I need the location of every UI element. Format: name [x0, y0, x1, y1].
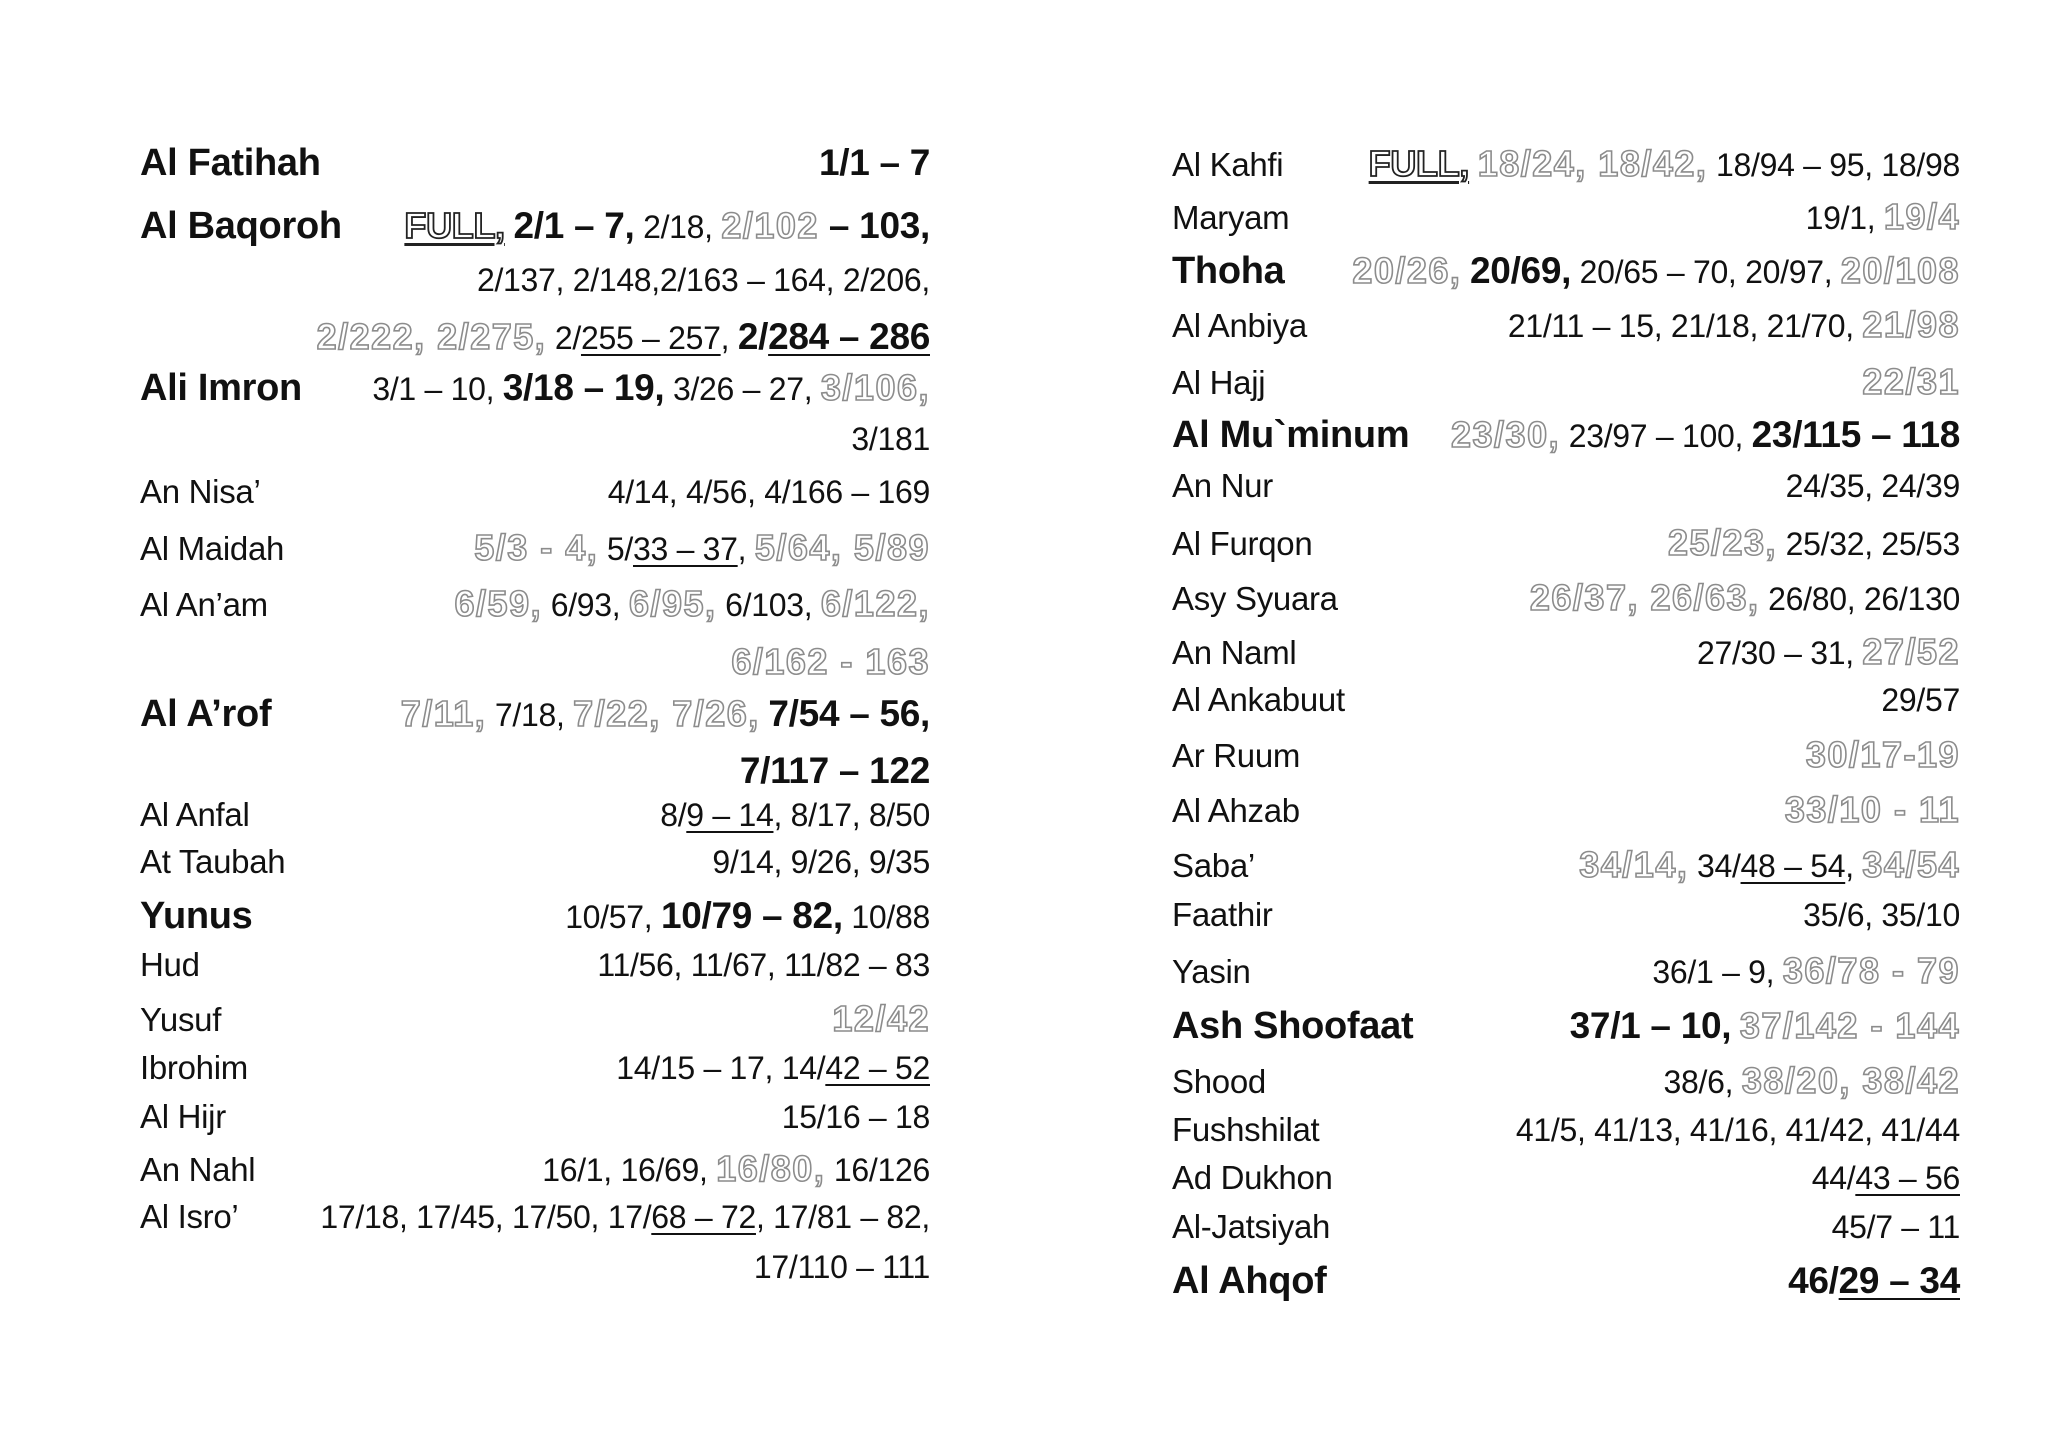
reference-continuation — [851, 421, 930, 458]
verse-references — [200, 947, 930, 984]
verse-references — [1251, 950, 1960, 992]
reference-text — [1731, 1009, 1740, 1045]
verse-references — [1296, 631, 1960, 673]
verse-references — [1307, 304, 1960, 346]
surah-row — [140, 583, 930, 625]
surah-name: Al-Jatsiyah — [1172, 1208, 1331, 1245]
surah-row — [1172, 789, 1960, 831]
surah-name: Saba’ — [1172, 847, 1255, 884]
reference-continuation — [731, 641, 930, 683]
bold-reference: – 103, — [818, 205, 930, 246]
outlined-reference: 23/30, — [1451, 414, 1561, 455]
verse-references — [321, 142, 930, 184]
verse-references — [342, 205, 930, 247]
reference-text: 7/18, — [486, 697, 574, 733]
verse-references — [248, 1050, 930, 1087]
surah-row — [1172, 734, 1960, 776]
reference-text: 20/65 – 70, 20/97, — [1571, 254, 1841, 290]
reference-text: 35/6, 35/10 — [1803, 897, 1960, 933]
outlined-reference: 5/64, 5/89 — [754, 527, 930, 568]
reference-text: 33 – 37 — [633, 531, 738, 567]
surah-name: Yunus — [140, 895, 253, 937]
reference-text: 23/97 – 100, — [1560, 418, 1752, 454]
reference-text: 14/15 – 17, 14/ — [616, 1050, 826, 1086]
surah-row — [140, 473, 930, 511]
bold-reference: 23/115 – 118 — [1751, 414, 1960, 455]
verse-references — [1330, 1209, 1960, 1246]
surah-name: Al Anfal — [140, 796, 250, 833]
surah-row — [1172, 1159, 1960, 1197]
surah-row — [1172, 1111, 1960, 1149]
surah-row — [140, 895, 930, 938]
surah-name: Al Hijr — [140, 1098, 226, 1135]
surah-name: Ad Dukhon — [1172, 1159, 1333, 1196]
bold-reference: 20/69, — [1470, 250, 1572, 291]
outlined-reference: 20/108 — [1840, 250, 1960, 291]
reference-text: 4/14, 4/56, 4/166 – 169 — [607, 474, 930, 510]
reference-text: 36/1 – 9, — [1652, 954, 1783, 990]
verse-references — [1312, 522, 1960, 564]
reference-text: , — [720, 320, 738, 356]
surah-row — [140, 527, 930, 569]
outlined-reference: 3/106, — [820, 367, 930, 408]
surah-row — [1172, 950, 1960, 992]
reference-text — [1469, 147, 1478, 183]
reference-text: 5/ — [598, 531, 633, 567]
surah-name: An Nahl — [140, 1151, 256, 1188]
outlined-reference: 36/78 - 79 — [1782, 950, 1960, 991]
reference-text: 48 – 54 — [1740, 848, 1846, 884]
reference-text: 8/ — [660, 797, 687, 833]
surah-row — [1172, 577, 1960, 619]
reference-text: 18/94 – 95, 18/98 — [1707, 147, 1960, 183]
outlined-reference: 37/142 - 144 — [1739, 1005, 1960, 1046]
reference-text: 19/1, — [1805, 200, 1884, 236]
surah-row — [140, 367, 930, 410]
surah-name: Al Ankabuut — [1172, 681, 1345, 718]
verse-references — [284, 527, 930, 569]
bold-reference: 7/117 – 122 — [739, 750, 930, 791]
reference-text: 9/14, 9/26, 9/35 — [712, 844, 930, 880]
outlined-reference: 25/23, — [1667, 522, 1778, 563]
surah-row — [1172, 304, 1960, 346]
reference-continuation — [317, 316, 930, 358]
bold-reference: 2/ — [737, 316, 769, 357]
outlined-reference: 21/98 — [1862, 304, 1960, 345]
surah-name: Asy Syuara — [1172, 580, 1338, 617]
reference-text: 29/57 — [1881, 682, 1960, 718]
surah-name: Al Kahfi — [1172, 146, 1284, 183]
reference-text: 6/103, — [716, 587, 821, 623]
surah-name: An Naml — [1172, 634, 1297, 671]
surah-row — [1172, 250, 1960, 293]
reference-text — [1461, 254, 1470, 290]
outlined-reference: 6/122, — [820, 583, 930, 624]
outlined-reference: 18/24, 18/42, — [1477, 143, 1708, 184]
surah-name: Al Isro’ — [140, 1198, 239, 1235]
verse-references — [238, 1199, 930, 1236]
surah-name: Ali Imron — [140, 367, 302, 409]
bold-reference: 7/54 – 56, — [768, 693, 930, 734]
surah-name: At Taubah — [140, 843, 286, 880]
surah-name: Fushshilat — [1172, 1111, 1320, 1148]
bold-reference: 46/ — [1788, 1260, 1839, 1301]
surah-name: Al Fatihah — [140, 142, 321, 184]
surah-name: Faathir — [1172, 896, 1273, 933]
verse-references — [221, 998, 930, 1040]
verse-references — [271, 693, 930, 735]
full-marker: FULL, — [1368, 143, 1470, 184]
outlined-reference: 19/4 — [1883, 196, 1960, 237]
surah-row — [140, 843, 930, 881]
surah-name: Thoha — [1172, 250, 1285, 292]
surah-name: Maryam — [1172, 199, 1290, 236]
surah-name: An Nisa’ — [140, 473, 261, 510]
reference-text: 16/126 — [825, 1152, 930, 1188]
surah-row — [1172, 844, 1960, 886]
surah-row — [1172, 1060, 1960, 1102]
surah-row — [1172, 522, 1960, 564]
outlined-reference: 26/37, 26/63, — [1529, 577, 1760, 618]
reference-text: , — [1845, 848, 1863, 884]
verse-references — [1266, 1060, 1960, 1102]
surah-row — [1172, 1260, 1960, 1303]
surah-name: Al Ahzab — [1172, 792, 1300, 829]
surah-row — [1172, 361, 1960, 403]
verse-references — [268, 583, 930, 625]
reference-text: 2/18, — [634, 209, 722, 245]
surah-row — [1172, 143, 1960, 185]
bold-reference: 2/1 – 7, — [513, 205, 635, 246]
verse-references — [285, 844, 930, 881]
outlined-reference: 6/162 - 163 — [731, 641, 930, 682]
surah-row — [140, 693, 930, 736]
surah-name: Al Furqon — [1172, 525, 1313, 562]
outlined-reference: 33/10 - 11 — [1784, 789, 1960, 830]
surah-row — [140, 946, 930, 984]
verse-references — [1300, 734, 1960, 776]
reference-text: 44/ — [1811, 1160, 1856, 1196]
reference-text: , 17/81 – 82, — [755, 1199, 930, 1235]
reference-text: 11/56, 11/67, 11/82 – 83 — [597, 947, 930, 983]
verse-references — [302, 367, 930, 409]
outlined-reference: 34/14, — [1579, 844, 1689, 885]
surah-name: Al Baqoroh — [140, 205, 342, 247]
surah-row — [140, 1148, 930, 1190]
bold-reference: 284 – 286 — [768, 316, 930, 357]
outlined-reference: 6/95, — [628, 583, 717, 624]
reference-continuation — [740, 750, 930, 792]
surah-name: Shood — [1172, 1063, 1266, 1100]
reference-text: 6/93, — [542, 587, 629, 623]
bold-reference: 10/79 – 82, — [660, 895, 843, 936]
verse-references — [250, 797, 930, 834]
bold-reference: 29 – 34 — [1838, 1260, 1960, 1301]
verse-references — [1333, 1160, 1960, 1197]
verse-references — [1265, 361, 1960, 403]
surah-row — [1172, 414, 1960, 457]
reference-text: 2/ — [546, 320, 581, 356]
verse-references — [1273, 897, 1960, 934]
reference-text: 15/16 – 18 — [781, 1099, 930, 1135]
surah-row — [140, 1098, 930, 1136]
surah-row — [140, 1049, 930, 1087]
outlined-reference: 34/54 — [1862, 844, 1960, 885]
surah-row — [140, 796, 930, 834]
outlined-reference: 2/222, 2/275, — [316, 316, 547, 357]
reference-text: 41/5, 41/13, 41/16, 41/42, 41/44 — [1515, 1112, 1960, 1148]
outlined-reference: 27/52 — [1862, 631, 1960, 672]
surah-name: Ar Ruum — [1172, 737, 1301, 774]
reference-text: 21/11 – 15, 21/18, 21/70, — [1507, 308, 1863, 344]
verse-references — [253, 895, 930, 937]
reference-text: 68 – 72 — [651, 1199, 756, 1235]
reference-text: 42 – 52 — [825, 1050, 930, 1086]
surah-name: Al Hajj — [1172, 364, 1266, 401]
verse-references — [1300, 789, 1960, 831]
reference-text: 3/26 – 27, — [664, 371, 821, 407]
verse-references — [1338, 577, 1960, 619]
surah-row — [1172, 1005, 1960, 1048]
outlined-reference: 5/3 - 4, — [474, 527, 599, 568]
surah-name: Al Maidah — [140, 530, 285, 567]
bold-reference: 37/1 – 10, — [1569, 1005, 1732, 1046]
reference-text: 17/110 – 111 — [753, 1249, 930, 1285]
surah-name: Hud — [140, 946, 200, 983]
bold-reference: 1/1 – 7 — [818, 142, 930, 183]
reference-text: 45/7 – 11 — [1831, 1209, 1960, 1245]
reference-text: 24/35, 24/39 — [1785, 468, 1960, 504]
surah-row — [1172, 896, 1960, 934]
reference-text: 38/6, — [1663, 1064, 1742, 1100]
surah-row — [140, 1198, 930, 1236]
reference-text: 10/57, — [565, 899, 661, 935]
surah-name: Yusuf — [140, 1001, 222, 1038]
verse-references — [1283, 143, 1960, 185]
surah-name: Al An’am — [140, 586, 268, 623]
outlined-reference: 12/42 — [832, 998, 930, 1039]
outlined-reference: 38/20, 38/42 — [1741, 1060, 1960, 1101]
full-marker: FULL, — [404, 205, 505, 246]
surah-row — [140, 205, 930, 248]
reference-text: 3/181 — [851, 421, 930, 457]
verse-references — [1284, 250, 1960, 292]
surah-row — [140, 998, 930, 1040]
reference-text: 25/32, 25/53 — [1777, 526, 1960, 562]
surah-row — [1172, 681, 1960, 719]
outlined-reference: 16/80, — [716, 1148, 826, 1189]
verse-references — [1319, 1112, 1960, 1149]
verse-references — [1273, 468, 1960, 505]
bold-reference: 3/18 – 19, — [502, 367, 665, 408]
outlined-reference: 7/11, — [400, 693, 487, 734]
surah-name: Yasin — [1172, 953, 1251, 990]
verse-references — [255, 1148, 930, 1190]
surah-name: Ibrohim — [140, 1049, 248, 1086]
surah-row — [140, 142, 930, 185]
outlined-reference: 7/22, 7/26, — [573, 693, 760, 734]
reference-text: 34/ — [1688, 848, 1741, 884]
reference-text: 27/30 – 31, — [1696, 635, 1863, 671]
surah-row — [1172, 467, 1960, 505]
surah-name: Al Ahqof — [1172, 1260, 1327, 1302]
reference-continuation — [477, 262, 930, 299]
verse-references — [260, 474, 930, 511]
reference-continuation — [754, 1249, 930, 1286]
reference-text: 10/88 — [842, 899, 930, 935]
surah-name: Al A’rof — [140, 693, 272, 735]
reference-text: 26/80, 26/130 — [1759, 581, 1960, 617]
verse-references — [226, 1099, 930, 1136]
verse-references — [1255, 844, 1960, 886]
verse-references — [1409, 414, 1960, 456]
reference-text: 255 – 257 — [580, 320, 721, 356]
reference-text: 43 – 56 — [1855, 1160, 1960, 1196]
reference-text: , — [737, 531, 755, 567]
verse-references — [1413, 1005, 1960, 1047]
surah-row — [1172, 631, 1960, 673]
surah-row — [1172, 1208, 1960, 1246]
reference-text: , 8/17, 8/50 — [773, 797, 930, 833]
verse-references — [1326, 1260, 1960, 1302]
surah-name: An Nur — [1172, 467, 1273, 504]
reference-text: 3/1 – 10, — [372, 371, 503, 407]
outlined-reference: 20/26, — [1352, 250, 1462, 291]
reference-text: 2/137, 2/148,2/163 – 164, 2/206, — [476, 262, 930, 298]
surah-name: Al Mu`minum — [1172, 414, 1410, 456]
outlined-reference: 22/31 — [1862, 361, 1960, 402]
reference-text: 17/18, 17/45, 17/50, 17/ — [320, 1199, 652, 1235]
outlined-reference: 2/102 — [721, 205, 819, 246]
surah-name: Al Anbiya — [1172, 307, 1307, 344]
verse-references — [1289, 196, 1960, 238]
outlined-reference: 6/59, — [454, 583, 543, 624]
surah-name: Ash Shoofaat — [1172, 1005, 1414, 1047]
reference-text: 16/1, 16/69, — [542, 1152, 717, 1188]
outlined-reference: 30/17-19 — [1805, 734, 1960, 775]
surah-row — [1172, 196, 1960, 238]
reference-text: 9 – 14 — [686, 797, 774, 833]
verse-references — [1345, 682, 1960, 719]
